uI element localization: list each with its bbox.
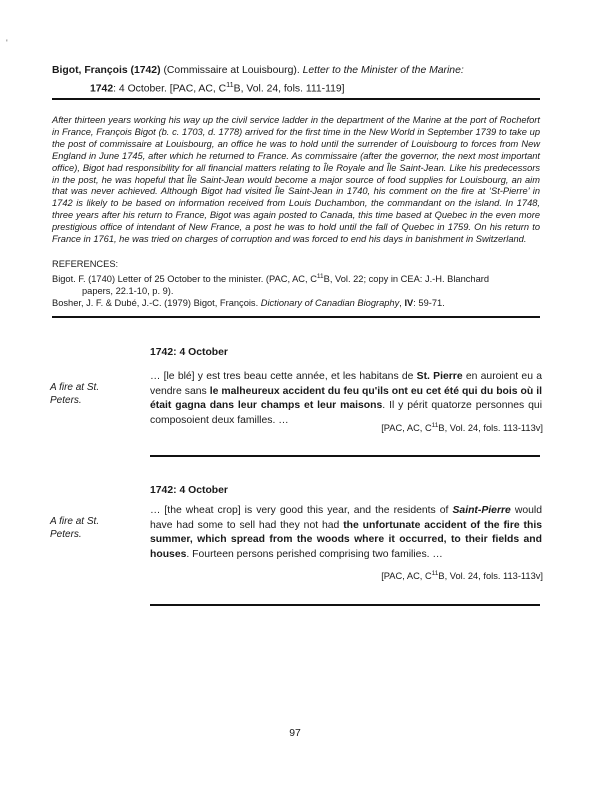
header-rule	[52, 98, 540, 100]
page-number: 97	[289, 728, 301, 739]
header-author: Bigot, François (1742)	[52, 65, 161, 76]
english-margin-note: A fire at St. Peters.	[50, 516, 100, 540]
header-title: Letter to the Minister of the Marine:	[302, 65, 464, 76]
english-citation	[381, 570, 543, 581]
reference-2	[52, 298, 540, 310]
english-place: Saint-Pierre	[452, 505, 511, 516]
header-source-b: B, Vol. 24, fols. 111-119]	[233, 83, 345, 95]
header-date: 1742	[90, 83, 114, 95]
header-source-sup: 11	[226, 80, 234, 89]
intro-rule	[52, 316, 540, 318]
reference-1-text-a: Bigot. F. (1740) Letter of 25 October to the minister. (PAC, AC, C	[52, 274, 317, 284]
french-date: 1742: 4 October	[150, 347, 228, 358]
french-text-3: en auroient eu a vendre sans	[150, 371, 542, 397]
reference-2-volume: IV	[404, 297, 414, 308]
french-emphasis: le malheureux accident du feu qu'ils ont eu cet été qui du bois où il était gagna dans leur champs et leur maisons	[150, 385, 542, 412]
reference-2-pages: : 59-71.	[413, 297, 445, 308]
english-rule	[150, 604, 540, 606]
english-date: 1742: 4 October	[150, 485, 228, 496]
reference-2-text-b: ,	[399, 297, 405, 308]
reference-1-text-b: B, Vol. 22; copy in CEA: J.-H. Blanchard	[323, 274, 490, 284]
french-citation-a: [PAC, AC, C	[381, 423, 432, 434]
english-citation-a: [PAC, AC, C	[381, 571, 432, 582]
english-text-1: … [the wheat crop] is very good this year, and the residents of	[150, 505, 453, 516]
references-heading: REFERENCES:	[52, 259, 119, 269]
references	[52, 259, 540, 310]
french-citation-b: B, Vol. 24, fols. 113-113v]	[438, 423, 543, 434]
header-source-a: : 4 October. [PAC, AC, C	[113, 83, 227, 95]
french-citation	[381, 422, 543, 433]
french-margin-note: A fire at St. Peters.	[50, 382, 100, 406]
margin-tick: '	[6, 38, 8, 48]
french-text-1: … [le blé] y est tres beau cette année, et les habitans de	[150, 371, 417, 382]
french-citation-sup: 11	[431, 422, 439, 429]
reference-1	[52, 271, 540, 286]
english-excerpt	[150, 504, 542, 562]
english-citation-sup: 11	[431, 570, 439, 577]
english-text-3: would have had some to sell had they not had	[150, 505, 542, 531]
french-excerpt	[150, 370, 542, 428]
reference-2-title: Dictionary of Canadian Biography	[260, 297, 400, 308]
french-place: St. Pierre	[416, 371, 463, 382]
french-rule	[150, 455, 540, 457]
document-header	[52, 64, 540, 96]
english-emphasis: the unfortunate accident of the fire this summer, which spread from the woods where it occurred, to their fields and houses	[150, 519, 542, 560]
english-text-5: . Fourteen persons perished comprising two families. …	[186, 548, 443, 560]
french-text-5: . Il y périt quatorze personnes qui composoient deux familles. …	[150, 400, 543, 426]
reference-1-sup: 11	[316, 272, 324, 280]
intro-paragraph: After thirteen years working his way up the civil service ladder in the department of the Marine at the port of Rochefort in France, François Bigot (b. c. 1703, d. 1778) arrived for the first time in the New World in September 1739 to take up the post of commissaire at Louisbourg, an office he was to hold until the surrender of Louisbourg to forces from New England in June 1745, after which he returned to France. As commissaire (after the governor, the next most important office), Bigot had responsibility for all financial matters relating to Île Royale and Île Saint-Jean. Like his predecessors in the post, he was hopeful that Île Saint-Jean would become a major source of food supplies for Louisbourg, an aim that was never achieved. Although Bigot had visited Île Saint-Jean in 1740, his comment on the fire at ‘St-Pierre’ in 1742 is likely to be based on information received from Louis Duchambon, the commandant on the island. In 1748, three years after his return to France, Bigot was again posted to Canada, this time based at Quebec in the even more prestigious office of intendant of New France, a post he was to hold until the fall of Quebec in 1759. On his return to France in 1761, he was tried on charges of corruption and was forced to end his days in banishment in Switzerland.	[52, 115, 540, 245]
english-citation-b: B, Vol. 24, fols. 113-113v]	[438, 571, 543, 582]
reference-1-continued: papers, 22.1-10, p. 9).	[82, 285, 174, 296]
reference-2-text-a: Bosher, J. F. & Dubé, J.-C. (1979) Bigot, François.	[52, 297, 261, 308]
header-role: (Commissaire at Louisbourg).	[160, 65, 303, 76]
